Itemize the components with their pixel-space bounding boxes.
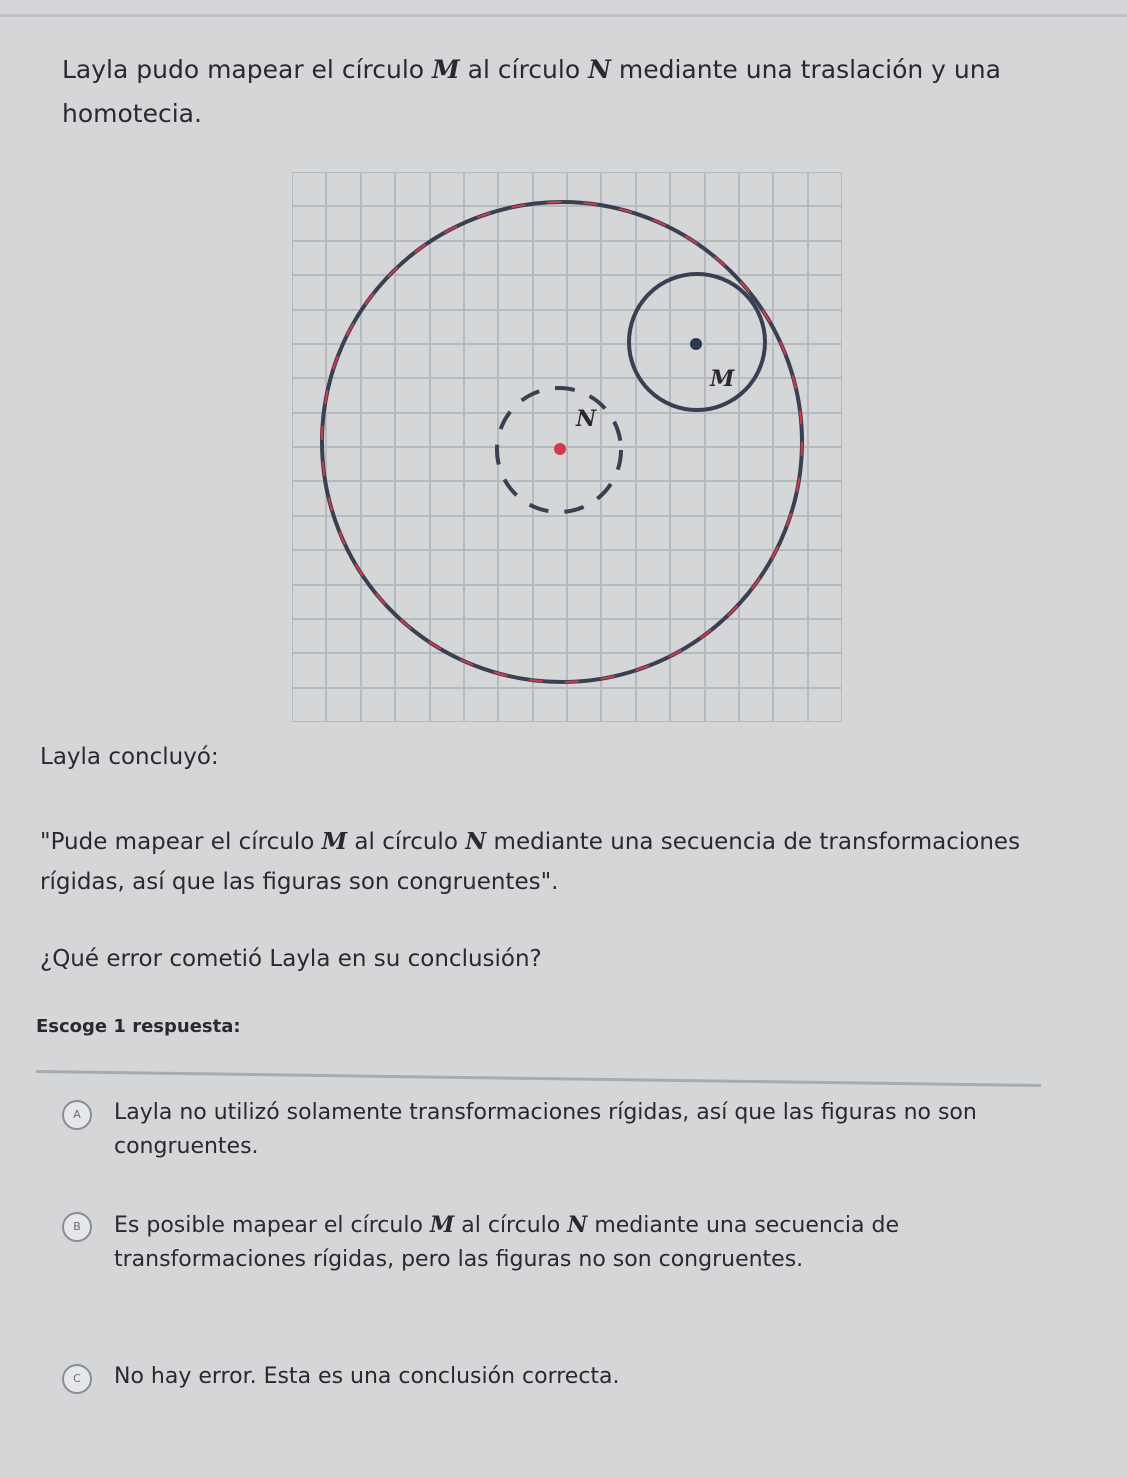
choice-c-radio[interactable]: C: [62, 1364, 92, 1394]
choice-b[interactable]: [62, 1208, 1022, 1277]
choice-c[interactable]: [62, 1360, 1022, 1394]
question-text: ¿Qué error cometió Layla en su conclusión?: [40, 946, 542, 972]
choice-c-text: No hay error. Esta es una conclusión correcta.: [114, 1364, 620, 1389]
instruction-text: Escoge 1 respuesta:: [36, 1016, 241, 1037]
conclusion-quote: "Pude mapear el círculo M al círculo N mediante una secuencia de transformaciones rígidas, así que las figuras son congruentes".: [40, 828, 1021, 895]
choice-b-radio[interactable]: B: [62, 1212, 92, 1242]
choice-a-text: Layla no utilizó solamente transformaciones rígidas, así que las figuras no son congruentes.: [114, 1100, 977, 1159]
label-n: N: [576, 406, 597, 432]
label-m: M: [710, 366, 735, 392]
center-m-dot: [690, 338, 702, 350]
center-n-dot: [554, 443, 566, 455]
top-divider: [0, 14, 1127, 17]
choice-a-radio[interactable]: A: [62, 1100, 92, 1130]
circle-figure: [292, 172, 842, 722]
choices-divider: [36, 1070, 1041, 1087]
choice-a[interactable]: [62, 1096, 1022, 1164]
choice-b-text: Es posible mapear el círculo M al círculo N mediante una secuencia de transformaciones rígidas, pero las figuras no son congruentes.: [114, 1212, 900, 1272]
problem-statement: Layla pudo mapear el círculo M al círculo N mediante una traslación y una homotecia.: [62, 55, 1001, 128]
conclusion-label: Layla concluyó:: [40, 744, 219, 770]
grid: [292, 172, 842, 722]
